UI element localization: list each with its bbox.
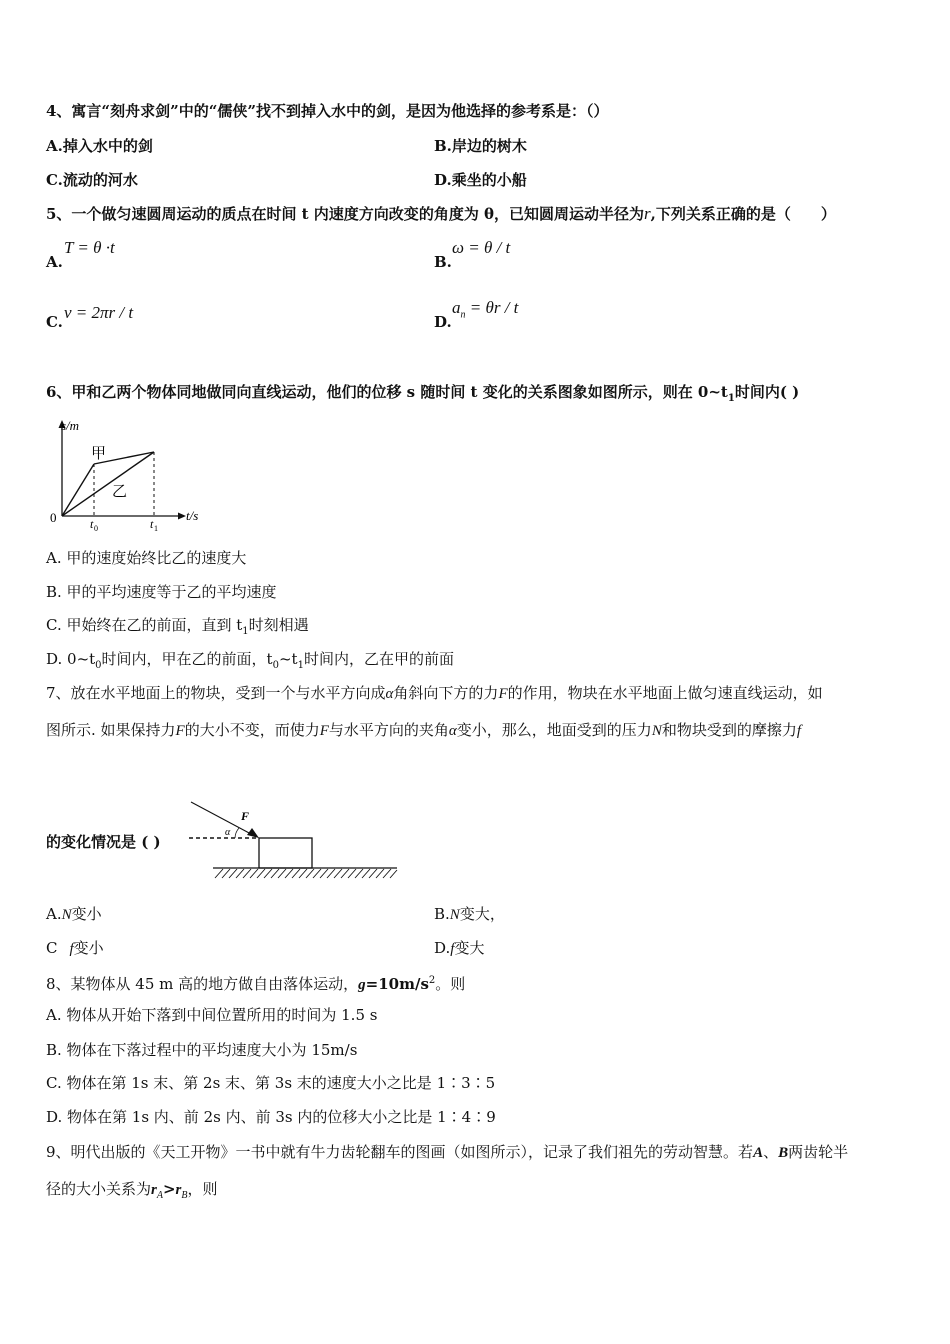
- option-text: 变大，: [459, 905, 505, 923]
- gravity-symbol: g: [358, 977, 366, 993]
- alpha-symbol: α: [448, 723, 457, 739]
- q7-stem-line-2: [46, 720, 801, 741]
- stem-superscript: 2: [428, 975, 436, 986]
- angle-arc: [235, 828, 239, 838]
- force-arrowhead: [247, 828, 259, 838]
- force-symbol: F: [175, 723, 185, 739]
- force-label: F: [241, 809, 250, 823]
- t-axis-label: t/s: [186, 508, 199, 523]
- q4-option-c[interactable]: [46, 170, 138, 190]
- greater-than-symbol: >: [162, 1180, 176, 1198]
- option-text: 掉入水中的剑: [62, 137, 153, 155]
- q6-option-d[interactable]: [46, 649, 454, 676]
- q4-stem: 4、寓言“刻舟求剑”中的“儒侠”找不到掉入水中的剑，是因为他选择的参考系是：（）: [46, 102, 609, 120]
- option-key: B.: [434, 137, 452, 155]
- q8-option-b[interactable]: B. 物体在下落过程中的平均速度大小为 15m/s: [46, 1041, 358, 1059]
- option-subscript: 0: [272, 660, 279, 671]
- yi-label: 乙: [112, 482, 128, 500]
- stem-text: 8、某物体从 45 m 高的地方做自由落体运动，: [46, 975, 359, 993]
- q5-option-c-key[interactable]: C.: [46, 313, 63, 331]
- alpha-label: α: [225, 827, 231, 838]
- gear-b-symbol: B: [778, 1145, 789, 1161]
- q7-option-d[interactable]: [434, 938, 484, 959]
- radius-subscript-a: A: [156, 1190, 163, 1201]
- radius-symbol: r: [644, 204, 651, 223]
- origin-label: 0: [50, 510, 57, 525]
- q7-stem-line-1: [46, 683, 823, 704]
- t0-subscript: 0: [94, 524, 98, 533]
- q6-option-b[interactable]: B. 甲的平均速度等于乙的平均速度: [46, 583, 277, 601]
- stem-text: ，则: [187, 1180, 218, 1198]
- q8-option-a[interactable]: A. 物体从开始下落到中间位置所用的时间为 1.5 s: [46, 1006, 378, 1024]
- q5-option-c-formula: v = 2πr / t: [64, 303, 134, 322]
- q6-option-c[interactable]: [46, 615, 309, 642]
- option-key: D.: [434, 939, 451, 957]
- stem-text: ,下列关系正确的是（ ）: [650, 205, 836, 223]
- formula-part: = θr / t: [465, 298, 519, 317]
- normal-force-symbol: N: [651, 723, 662, 739]
- q5-option-b-formula: ω = θ / t: [452, 238, 511, 257]
- option-key: A.: [46, 905, 62, 923]
- stem-text: 7、放在水平地面上的物块，受到一个与水平方向成: [46, 684, 386, 702]
- option-text: 时刻相遇: [248, 616, 309, 634]
- stem-text: 的作用，物块在水平地面上做匀速直线运动，如: [507, 684, 823, 702]
- option-text: 流动的河水: [62, 171, 138, 189]
- stem-text: 9、明代出版的《天工开物》一书中就有牛力齿轮翻车的图画（如图所示），记录了我们祖先的劳动智慧。若: [46, 1143, 754, 1161]
- option-text: C. 甲始终在乙的前面，直到 t: [46, 616, 243, 634]
- stem-text: 角斜向下方的力: [393, 684, 499, 702]
- option-text: D. 0~t: [46, 650, 96, 668]
- t0-label: t: [90, 517, 94, 531]
- option-key: B.: [434, 905, 450, 923]
- q5-option-d-key[interactable]: D.: [434, 313, 452, 331]
- option-key: C: [46, 939, 58, 957]
- q5-stem: [46, 204, 836, 224]
- force-symbol: F: [498, 686, 508, 702]
- q7-option-b[interactable]: [434, 904, 505, 925]
- stem-text: 和物块受到的摩擦力: [661, 721, 797, 739]
- jia-label: 甲: [91, 444, 107, 462]
- q9-stem-line-2: [46, 1179, 218, 1206]
- option-key: D.: [434, 171, 452, 189]
- option-text: 乘坐的小船: [451, 171, 527, 189]
- stem-text: 。则: [435, 975, 466, 993]
- stem-subscript: 1: [727, 393, 735, 404]
- stem-text: 两齿轮半: [788, 1143, 849, 1161]
- option-text: 岸边的树木: [451, 137, 527, 155]
- q7-option-c[interactable]: [46, 938, 104, 959]
- stem-text: 时间内( ): [734, 383, 800, 401]
- normal-force-symbol: N: [449, 907, 460, 923]
- q8-option-d[interactable]: D. 物体在第 1s 内、前 2s 内、前 3s 内的位移大小之比是 1∶4∶9: [46, 1108, 496, 1126]
- option-text: 时间内，乙在甲的前面: [303, 650, 454, 668]
- option-text: 变小: [73, 939, 104, 957]
- option-subscript: 1: [297, 660, 304, 671]
- q4-option-a[interactable]: [46, 136, 153, 156]
- stem-text: 5、一个做匀速圆周运动的质点在时间 t 内速度方向改变的角度为 θ，已知圆周运动半径为: [46, 205, 645, 223]
- stem-text: 变小，那么，地面受到的压力: [456, 721, 652, 739]
- radius-subscript-b: B: [181, 1190, 188, 1201]
- q6-stem: [46, 382, 799, 409]
- force-diagram: [185, 798, 400, 884]
- block: [259, 838, 312, 868]
- q8-stem: [46, 971, 465, 995]
- radius-symbol: r: [151, 1182, 157, 1198]
- st-graph: [46, 412, 216, 534]
- stem-text: 图所示. 如果保持力: [46, 721, 176, 739]
- q5-option-a-key[interactable]: A.: [46, 253, 63, 271]
- q7-option-a[interactable]: [46, 904, 102, 925]
- stem-text: 6、甲和乙两个物体同地做同向直线运动，他们的位移 s 随时间 t 变化的关系图象如图所示，则在 0~t: [46, 383, 728, 401]
- gear-a-symbol: A: [753, 1145, 764, 1161]
- t-axis-arrow: [178, 513, 186, 520]
- option-subscript: 1: [242, 626, 249, 637]
- option-key: C.: [46, 171, 63, 189]
- option-text: 变小: [71, 905, 102, 923]
- stem-text: =10m/s: [365, 975, 429, 993]
- t1-label: t: [150, 517, 154, 531]
- normal-force-symbol: N: [61, 907, 72, 923]
- force-symbol: F: [319, 723, 329, 739]
- t1-subscript: 1: [154, 524, 158, 533]
- q7-stem-line-3: 的变化情况是 ( ): [46, 833, 161, 851]
- q4-option-b[interactable]: [434, 136, 527, 156]
- stem-text: 与水平方向的夹角: [328, 721, 449, 739]
- option-text: ~t: [278, 650, 298, 668]
- friction-symbol: f: [796, 723, 802, 739]
- stem-text: 径的大小关系为: [46, 1180, 152, 1198]
- radius-symbol: r: [175, 1182, 182, 1198]
- q6-option-a[interactable]: A. 甲的速度始终比乙的速度大: [46, 549, 247, 567]
- q9-stem-line-1: [46, 1142, 848, 1163]
- q8-option-c[interactable]: C. 物体在第 1s 末、第 2s 末、第 3s 末的速度大小之比是 1∶3∶5: [46, 1074, 496, 1092]
- q5-option-a-formula: T = θ ·t: [64, 238, 115, 257]
- alpha-symbol: α: [385, 686, 394, 702]
- option-subscript: 0: [95, 660, 102, 671]
- stem-text: 的大小不变，而使力: [184, 721, 320, 739]
- option-text: 变大: [454, 939, 485, 957]
- q5-option-b-key[interactable]: B.: [434, 253, 452, 271]
- option-text: 时间内，甲在乙的前面，t: [101, 650, 273, 668]
- formula-part: a: [452, 298, 461, 317]
- friction-symbol: f: [69, 941, 74, 957]
- stem-text: 、: [763, 1143, 779, 1161]
- formula-subscript: n: [460, 309, 466, 321]
- s-axis-label: s/m: [61, 418, 80, 433]
- option-key: A.: [46, 137, 63, 155]
- jia-line-segment-1: [62, 464, 94, 516]
- ground-hatching: [215, 869, 397, 878]
- q4-option-d[interactable]: [434, 170, 527, 190]
- q5-option-d-formula: [452, 298, 518, 325]
- friction-symbol: f: [450, 941, 455, 957]
